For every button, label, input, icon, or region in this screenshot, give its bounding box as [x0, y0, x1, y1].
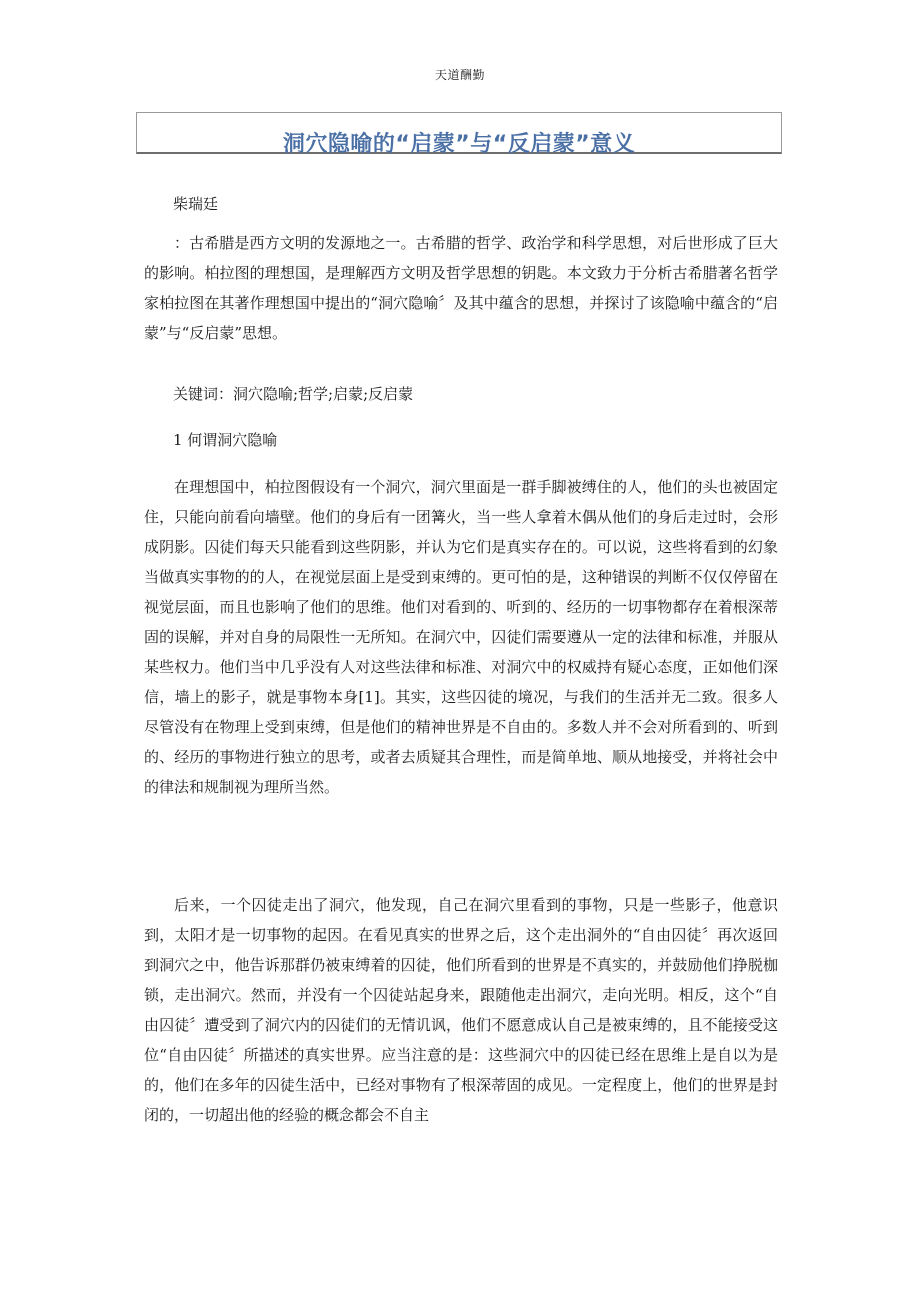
body-paragraph-2: 后来，一个囚徒走出了洞穴，他发现，自己在洞穴里看到的事物，只是一些影子，他意识到，太阳才是一切事物的起因。在看见真实的世界之后，这个走出洞外的“自由囚徒〞再次返回到洞穴之中，他告诉那群仍被束缚着的囚徒，他们所看到的世界是不真实的，并鼓励他们挣脱枷锁，走出洞穴。然而，并没有一个囚徒站起身来，跟随他走出洞穴，走向光明。相反，这个“自由囚徒〞遭受到了洞穴内的囚徒们的无情讥讽，他们不愿意成认自己是被束缚的，且不能接受这位“自由囚徒〞所描述的真实世界。应当注意的是：这些洞穴中的囚徒已经在思维上是自以为是的，他们在多年的囚徒生活中，已经对事物有了根深蒂固的成见。一定程度上，他们的世界是封闭的，一切超出他的经验的概念都会不自主 [144, 896, 778, 1124]
abstract-paragraph: ：古希腊是西方文明的发源地之一。古希腊的哲学、政治学和科学思想，对后世形成了巨大的影响。柏拉图的理想国，是理解西方文明及哲学思想的钥匙。本文致力于分析古希腊著名哲学家柏拉图在其著作理想国中提出的“洞穴隐喻〞及其中蕴含的思想，并探讨了该隐喻中蕴含的“启蒙”与“反启蒙”思想。 [144, 234, 778, 342]
article-title: 洞穴隐喻的“启蒙”与“反启蒙”意义 [282, 132, 636, 157]
section-heading: 1 何谓洞穴隐喻 [173, 431, 278, 449]
running-header: 天道酬勤 [434, 68, 485, 82]
keywords-line: 关键词：洞穴隐喻;哲学;启蒙;反启蒙 [173, 385, 414, 403]
title-wrap [136, 112, 782, 157]
body-paragraph-1: 在理想国中，柏拉图假设有一个洞穴，洞穴里面是一群手脚被缚住的人，他们的头也被固定住，只能向前看向墙壁。他们的身后有一团篝火，当一些人拿着木偶从他们的身后走过时，会形成阴影。囚徒们每天只能看到这些阴影，并认为它们是真实存在的。可以说，这些将看到的幻象当做真实事物的的人，在视觉层面上是受到束缚的。更可怕的是，这种错误的判断不仅仅停留在视觉层面，而且也影响了他们的思维。他们对看到的、听到的、经历的一切事物都存在着根深蒂固的误解，并对自身的局限性一无所知。在洞穴中，囚徒们需要遵从一定的法律和标准，并服从某些权力。他们当中几乎没有人对这些法律和标准、对洞穴中的权威持有疑心态度，正如他们深信，墙上的影子，就是事物本身[1]。其实，这些囚徒的境况，与我们的生活并无二致。很多人尽管没有在物理上受到束缚，但是他们的精神世界是不自由的。多数人并不会对所看到的、听到的、经历的事物进行独立的思考，或者去质疑其合理性，而是简单地、顺从地接受，并将社会中的律法和规制视为理所当然。 [144, 478, 778, 796]
author-name: 柴瑞廷 [173, 195, 219, 213]
